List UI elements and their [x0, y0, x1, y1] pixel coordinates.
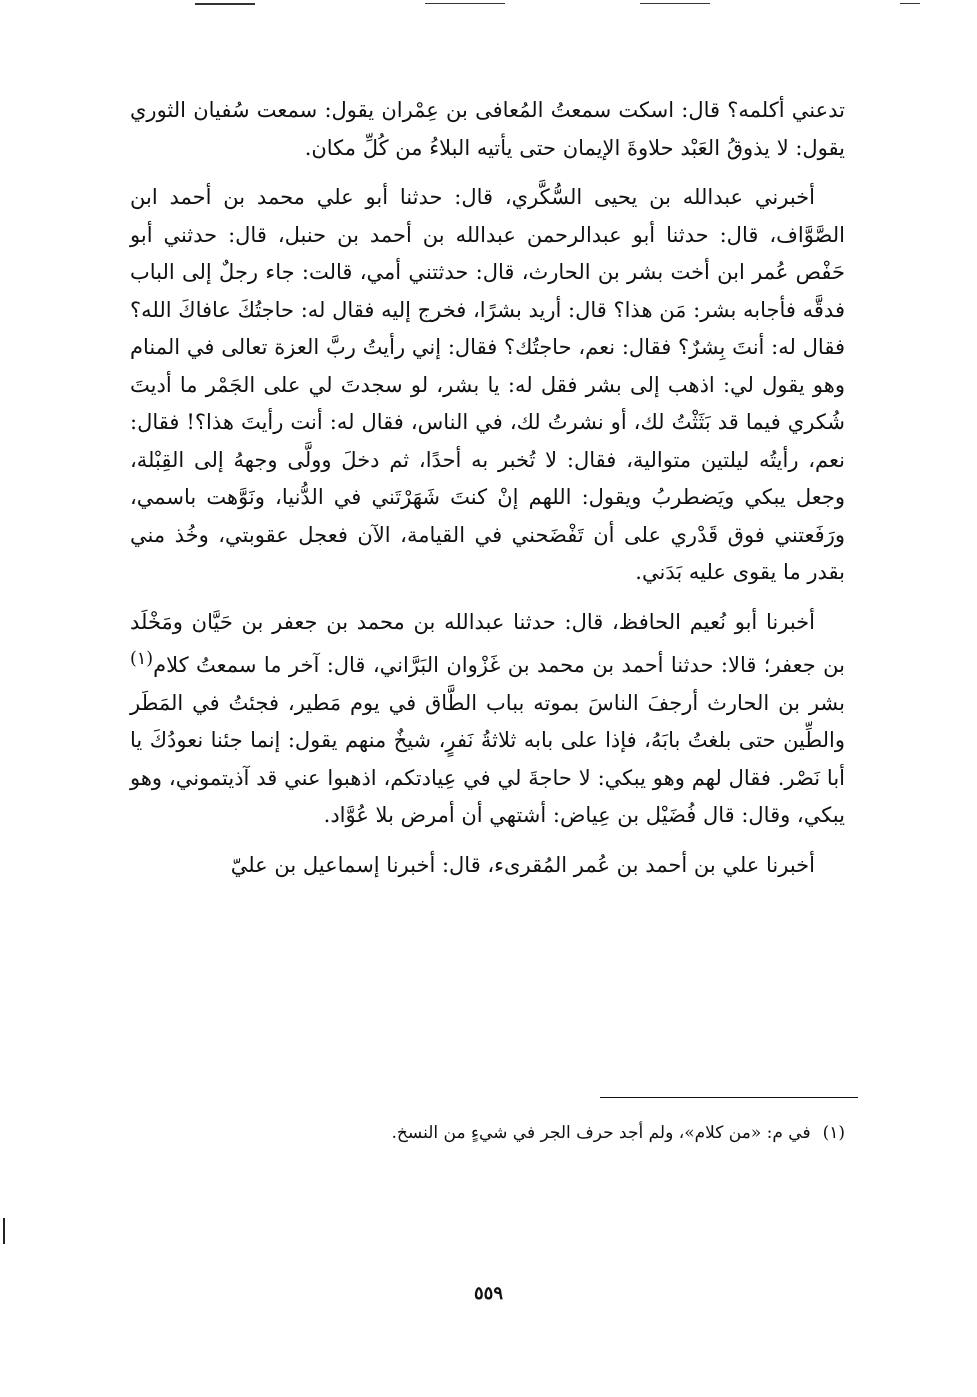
paragraph-3: [130, 604, 845, 835]
paragraph-2: أخبرني عبدالله بن يحيى السُّكَّري، قال: حدثنا أبو علي محمد بن أحمد ابن الصَّوَّاف، قال: حدثنا أبو عبدالرحمن عبدالله بن أحمد بن حنبل، قال: حدثني أبو حَفْص عُمر ابن أخت بشر بن الحارث، قال: حدثتني أمي، قالت: جاء رجلٌ إلى الباب فدقَّه فأجابه بشر: مَن هذا؟ قال: أريد بشرًا، فخرج إليه فقال له: حاجتُكَ عافاكَ الله؟ فقال له: أنتَ بِشرٌ؟ فقال: نعم، حاجتُك؟ فقال: إني رأيتُ ربَّ العزة تعالى في المنام وهو يقول لي: اذهب إلى بشر فقل له: يا بشر، لو سجدتَ لي على الجَمْر ما أديتَ شُكري فيما قد بَثَثْتُ لك، أو نشرتُ لك، في الناس، فقال له: أنت رأيتَ هذا؟! فقال: نعم، رأيتُه ليلتين متوالية، فقال: لا تُخبر به أحدًا، ثم دخلَ وولَّى وجههُ إلى القِبْلة، وجعل يبكي ويَضطربُ ويقول: اللهم إنْ كنتَ شَهَرْتَني في الدُّنيا، ونَوَّهت باسمي، ورَفَعتني فوق قَدْري على أن تَفْضَحني في القيامة، الآن فعجل عقوبتي، وخُذ مني بقدر ما يقوى عليه بَدَني.: [130, 185, 845, 584]
scan-edge-mark: [3, 1218, 5, 1244]
footnote-number: (١): [822, 1123, 845, 1143]
paragraph-3-text-b: بشر بن الحارث أرجفَ الناسَ بموته بباب الطَّاق في يوم مَطير، فجئتُ في المَطَر والطِّين حتى بلغتُ بابَهُ، فإذا على بابه ثلاثةُ نَفرٍ، شيخٌ منهم يقول: إنما جئنا نعودُكَ يا أبا نَصْر. فقال لهم وهو يبكي: لا حاجةَ لي في عِيادتكم، اذهبوا عني قد آذيتموني، وهو يبكي، وقال: قال فُضَيْل بن عِياض: أشتهي أن أمرض بلا عُوَّاد.: [130, 690, 845, 827]
footnote-text: في م: «من كلام»، ولم أجد حرف الجر في شيءٍ من النسخ.: [391, 1123, 811, 1143]
paragraph-3-text-a: أخبرنا أبو نُعيم الحافظ، قال: حدثنا عبدالله بن محمد بن جعفر بن حَيَّان ومَخْلَد بن جعفر؛ قالا: حدثنا أحمد بن محمد بن غَزْوان البَرَّاني، قال: آخر ما سمعتُ كلام: [130, 609, 845, 677]
paragraph-1: تدعني أكلمه؟ قال: اسكت سمعتُ المُعافى بن عِمْران يقول: سمعت سُفيان الثوري يقول: لا يذوقُ العَبْد حلاوةَ الإيمان حتى يأتيه البلاءُ من كُلِّ مكان.: [130, 98, 845, 160]
footnote: [130, 1118, 845, 1148]
page-body: [130, 92, 845, 896]
page-number: ٥٥٩: [473, 1283, 503, 1304]
paragraph-4: أخبرنا علي بن أحمد بن عُمر المُقرىء، قال: أخبرنا إسماعيل بن عليّ: [230, 852, 815, 877]
top-edge-marks: [0, 0, 977, 12]
footnote-divider: [600, 1097, 858, 1098]
footnote-marker: (١): [130, 649, 154, 669]
